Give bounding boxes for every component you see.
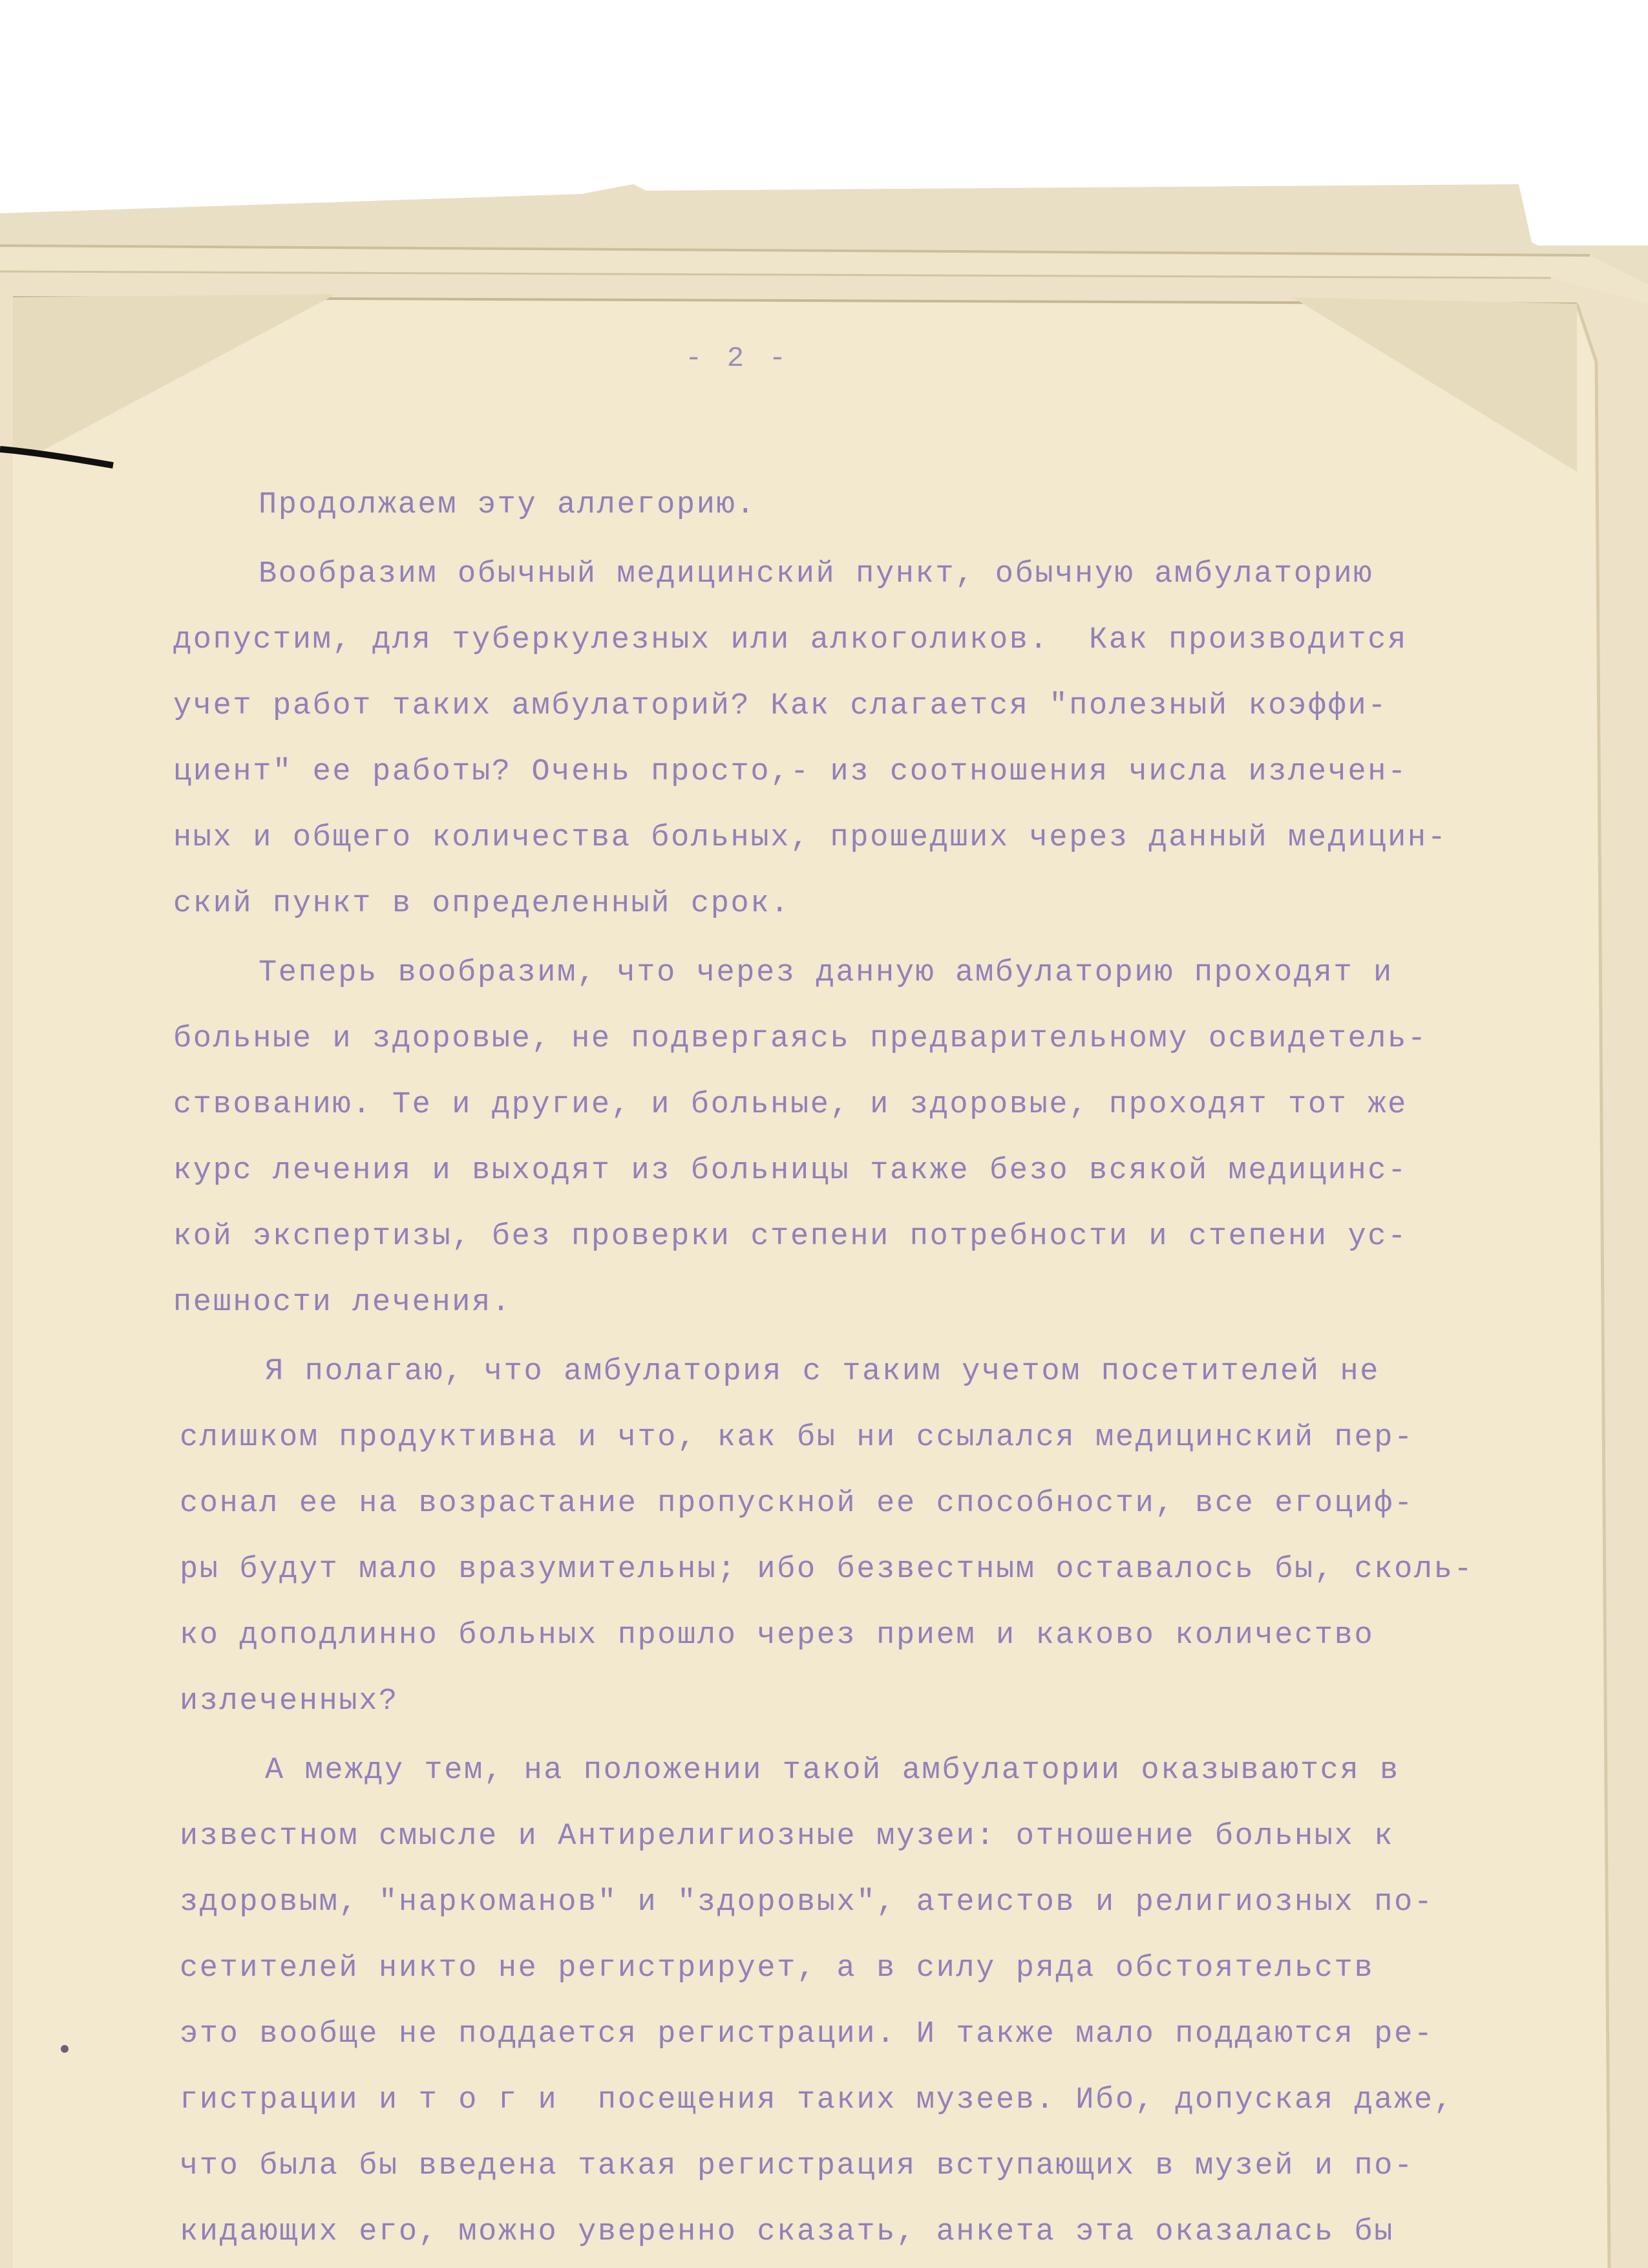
paragraph-first-line: А между тем, на положении такой амбулатории оказываются в [265,1754,1400,1788]
text-line: больные и здоровые, не подвергаясь предварительному освидетель- [173,1022,1428,1056]
page-number: - 2 - [685,343,790,375]
paragraph-first-line: Продолжаем эту аллегорию. [259,488,757,522]
text-line: ко доподлинно больных прошло через прием и каково количество [180,1618,1375,1653]
paragraph-first-line: Я полагаю, что амбулатория с таким учетом посетителей не [265,1355,1380,1389]
text-line: курс лечения и выходят из больницы также безо всякой медицинс- [173,1154,1408,1188]
text-line: излеченных? [180,1684,399,1719]
paragraph-first-line: Теперь вообразим, что через данную амбулаторию проходят и [259,956,1393,990]
text-line: здоровым, "наркоманов" и "здоровых", атеистов и религиозных по- [180,1885,1434,1920]
text-line: циент" ее работы? Очень просто,- из соотношения числа излечен- [173,755,1408,789]
text-line: что была бы введена такая регистрация вступающих в музей и по- [180,2149,1414,2183]
paragraph-first-line: Вообразим обычный медицинский пункт, обычную амбулаторию [259,557,1374,591]
text-line: ский пункт в определенный срок. [173,887,790,921]
text-line: пешности лечения. [173,1286,512,1320]
text-line: допустим, для туберкулезных или алкоголиков. Как производится [173,623,1408,657]
text-line: кидающих его, можно уверенно сказать, анкета эта оказалась бы [180,2215,1395,2249]
text-line: известном смысле и Антирелигиозные музеи: отношение больных к [180,1819,1395,1854]
text-line: учет работ таких амбулаторий? Как слагается "полезный коэффи- [173,689,1388,723]
text-line: гистрации и т о г и посещения таких музеев. Ибо, допуская даже, [180,2083,1454,2117]
text-line: ствованию. Те и другие, и больные, и здоровые, проходят тот же [173,1088,1408,1122]
text-line: слишком продуктивна и что, как бы ни ссылался медицинский пер- [180,1421,1414,1455]
text-line: это вообще не поддается регистрации. И также мало поддаются ре- [180,2017,1434,2051]
text-line: сонал ее на возрастание пропускной ее способности, все егоциф- [180,1487,1414,1521]
text-line: ных и общего количества больных, прошедших через данный медицин- [173,821,1448,855]
text-line: кой экспертизы, без проверки степени потребности и степени ус- [173,1220,1408,1254]
text-line: ры будут мало вразумительны; ибо безвестным оставалось бы, сколь- [180,1553,1474,1587]
text-line: сетителей никто не регистрирует, а в силу ряда обстоятельств [180,1951,1375,1986]
